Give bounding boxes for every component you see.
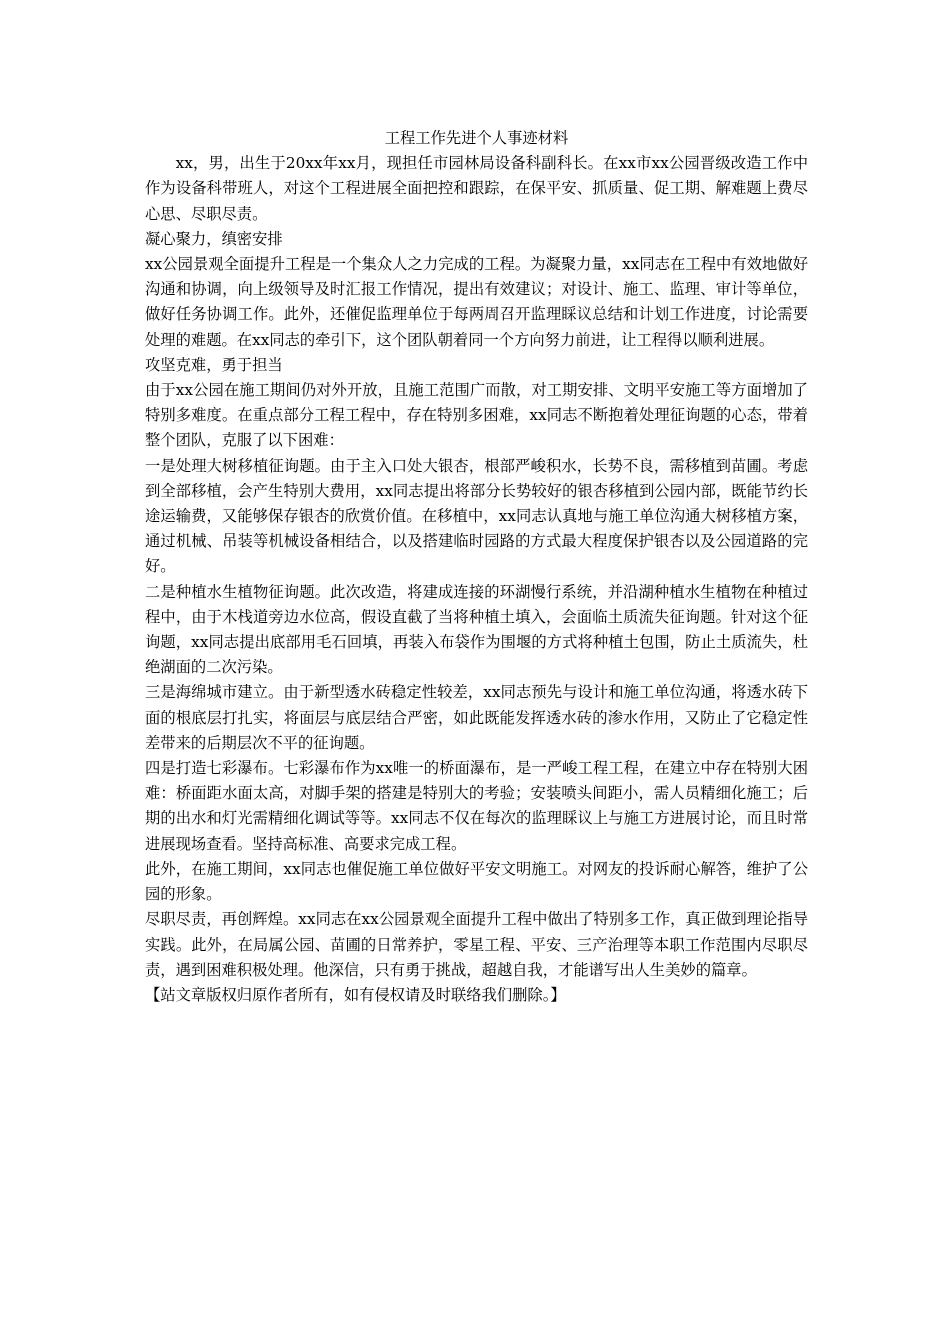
copyright-note: 【站文章版权归原作者所有，如有侵权请及时联络我们删除。】 — [145, 985, 566, 1004]
list-item-tree-transplant: 一是处理大树移植征询题。由于主入口处大银杏，根部严峻积水，长势不良，需移植到苗圃。考虑到全部移植，会产生特别大费用，xx同志提出将部分长势较好的银杏移植到公园内部，既能节约长途运输费，又能够保存银杏的欣赏价值。在移植中，xx同志认真地与施工单位沟通大树移植方案，通过机械、吊装等机械设备相结合，以及搭建临时园路的方式最大程度保护银杏以及公园道路的完好。 — [145, 456, 808, 576]
list-item-aquatic-plants: 二是种植水生植物征询题。此次改造，将建成连接的环湖慢行系统，并沿湖种植水生植物在种植过程中，由于木栈道旁边水位高，假设直截了当将种植土填入，会面临土质流失征询题。针对这个征询题，xx同志提出底部用毛石回填，再装入布袋作为围堰的方式将种植土包围，防止土质流失，杜绝湖面的二次污染。 — [145, 582, 808, 677]
list-item-rainbow-waterfall: 四是打造七彩瀑布。七彩瀑布作为xx唯一的桥面瀑布，是一严峻工程工程，在建立中存在特别大困难：桥面距水面太高，对脚手架的搭建是特别大的考验；安装喷头间距小，需人员精细化施工；后期的出水和灯光需精细化调试等等。xx同志不仅在每次的监理睬议上与施工方进展讨论，而且时常进展现场查看。坚持高标准、高要求完成工程。 — [145, 759, 808, 853]
document-page — [145, 126, 808, 1008]
closing-paragraph: 尽职尽责，再创辉煌。xx同志在xx公园景观全面提升工程中做出了特别多工作，真正做到理论指导实践。此外，在局属公园、苗圃的日常养护，零星工程、平安、三产治理等本职工作范围内尽职尽责，遇到困难积极处理。他深信，只有勇于挑战，超越自我，才能谱写出人生美妙的篇章。 — [145, 910, 808, 979]
section-extra-paragraph: 此外，在施工期间，xx同志也催促施工单位做好平安文明施工。对网友的投诉耐心解答，维护了公园的形象。 — [145, 859, 808, 904]
section-body-overcome-difficulties: 由于xx公园在施工期间仍对外开放，且施工范围广而散，对工期安排、文明平安施工等方面增加了特别多难度。在重点部分工程工程中，存在特别多困难，xx同志不断抱着处理征询题的心态，带着整个团队，克服了以下困难： — [145, 381, 808, 450]
list-item-sponge-city: 三是海绵城市建立。由于新型透水砖稳定性较差，xx同志预先与设计和施工单位沟通，将透水砖下面的根底层打扎实，将面层与底层结合严密，如此既能发挥透水砖的渗水作用，又防止了它稳定性差带来的后期层次不平的征询题。 — [145, 683, 808, 752]
section-body-cohesion: xx公园景观全面提升工程是一个集众人之力完成的工程。为凝聚力量，xx同志在工程中有效地做好沟通和协调，向上级领导及时汇报工作情况，提出有效建议；对设计、施工、监理、审计等单位，做好任务协调工作。此外，还催促监理单位于每两周召开监理睬议总结和计划工作进度，讨论需要处理的难题。在xx同志的牵引下，这个团队朝着同一个方向努力前进，让工程得以顺利进展。 — [145, 255, 808, 349]
document-title: 工程工作先进个人事迹材料 — [384, 129, 569, 147]
intro-paragraph: xx，男，出生于20xx年xx月，现担任市园林局设备科副科长。在xx市xx公园晋级改造工作中作为设备科带班人，对这个工程进展全面把控和跟踪，在保平安、抓质量、促工期、解难题上费尽心思、尽职尽责。 — [145, 154, 808, 223]
section-heading-overcome-difficulties: 攻坚克难，勇于担当 — [145, 355, 283, 374]
section-heading-cohesion: 凝心聚力，缜密安排 — [145, 229, 283, 248]
